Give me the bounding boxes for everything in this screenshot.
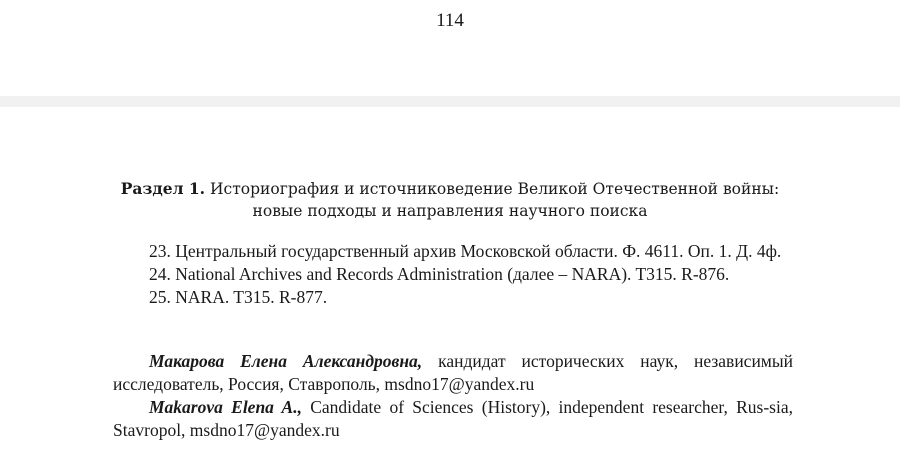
- section-header: [100, 178, 800, 222]
- author-info: [113, 350, 793, 442]
- section-header-line-1: [100, 178, 800, 200]
- section-subtitle: новые подходы и направления научного поиска: [252, 202, 648, 220]
- reference-item: 24. National Archives and Records Administration (далее – NARA). T315. R-876.: [149, 264, 730, 284]
- section-title: Историография и источниковедение Великой Отечественной войны:: [210, 180, 780, 198]
- reference-item: 25. NARA. T315. R-877.: [149, 287, 328, 307]
- author-entry-ru: [113, 350, 793, 396]
- page-number: 114: [436, 10, 464, 31]
- reference-list: [113, 240, 793, 309]
- author-details: Candidate of Sciences (History), independent researcher, Rus-sia, Stavropol, msdno17@yandex.ru: [113, 397, 794, 440]
- author-name: Макарова Елена Александровна,: [149, 351, 423, 371]
- author-name: Makarova Elena A.,: [149, 397, 302, 417]
- author-details: кандидат исторических наук, независимый исследователь, Россия, Ставрополь, msdno17@yandex.ru: [113, 351, 794, 394]
- reference-item: 23. Центральный государственный архив Московской области. Ф. 4611. Оп. 1. Д. 4ф.: [149, 241, 782, 261]
- section-label: Раздел 1.: [120, 179, 206, 198]
- author-entry-en: [113, 396, 793, 442]
- page-separator: [0, 96, 900, 107]
